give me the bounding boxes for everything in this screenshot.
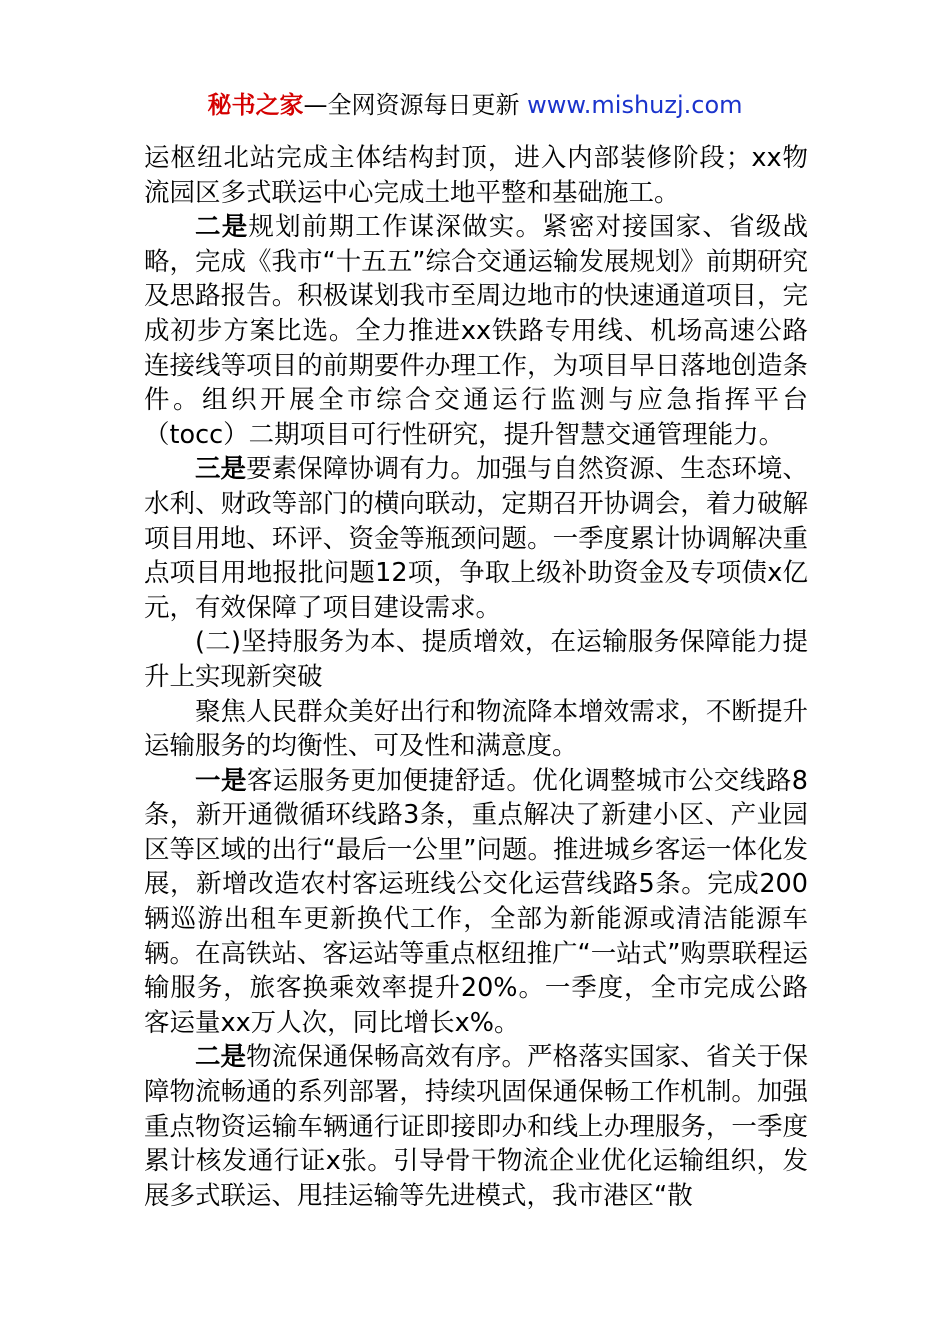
website-link[interactable]: www.mishuzj.com [527,91,743,119]
paragraph-lead: 二是 [195,1042,247,1073]
paragraph-text: 物流保通保畅高效有序。严格落实国家、省关于保障物流畅通的系列部署，持续巩固保通保畅工作机制。加强重点物资运输车辆通行证即接即办和线上办理服务，一季度累计核发通行证x张。引导骨干物流企业优化运输组织，发展多式联运、甩挂运输等先进模式，我市港区“散 [144,1042,808,1211]
paragraph-text: 运枢纽北站完成主体结构封顶，进入内部装修阶段；xx物流园区多式联运中心完成土地平整和基础施工。 [144,143,808,208]
paragraph-continuation [144,141,808,210]
paragraph-text: 客运服务更加便捷舒适。优化调整城市公交线路8条，新开通微循环线路3条，重点解决了新建小区、产业园区等区域的出行“最后一公里”问题。推进城乡客运一体化发展，新增改造农村客运班线公交化运营线路5条。完成200辆巡游出租车更新换代工作，全部为新能源或清洁能源车辆。在高铁站、客运站等重点枢纽推广“一站式”购票联程运输服务，旅客换乘效率提升20%。一季度，全市完成公路客运量xx万人次，同比增长x%。 [144,765,808,1038]
brand-name: 秘书之家 [207,91,304,119]
paragraph-text: 规划前期工作谋深做实。紧密对接国家、省级战略，完成《我市“十五五”综合交通运输发展规划》前期研究及思路报告。积极谋划我市至周边地市的快速通道项目，完成初步方案比选。全力推进xx铁路专用线、机场高速公路连接线等项目的前期要件办理工作，为项目早日落地创造条件。组织开展全市综合交通运行监测与应急指挥平台（tocc）二期项目可行性研究，提升智慧交通管理能力。 [144,212,808,450]
paragraph-logistics [144,1040,808,1213]
section-heading [144,625,808,694]
document-body [144,141,808,1213]
paragraph-lead: 三是 [195,454,247,485]
paragraph-lead: 二是 [195,212,249,243]
paragraph-planning [144,210,808,452]
page-header [0,88,950,122]
paragraph-passenger [144,764,808,1041]
paragraph-intro [144,695,808,764]
section-heading-text: (二)坚持服务为本、提质增效，在运输服务保障能力提升上实现新突破 [144,627,808,692]
paragraph-text: 要素保障协调有力。加强与自然资源、生态环境、水利、财政等部门的横向联动，定期召开协调会，着力破解项目用地、环评、资金等瓶颈问题。一季度累计协调解决重点项目用地报批问题12项，争取上级补助资金及专项债x亿元，有效保障了项目建设需求。 [144,454,808,623]
paragraph-lead: 一是 [195,765,247,796]
header-slogan: —全网资源每日更新 [303,91,528,119]
paragraph-text: 聚焦人民群众美好出行和物流降本增效需求，不断提升运输服务的均衡性、可及性和满意度。 [144,696,808,762]
paragraph-resources [144,452,808,625]
